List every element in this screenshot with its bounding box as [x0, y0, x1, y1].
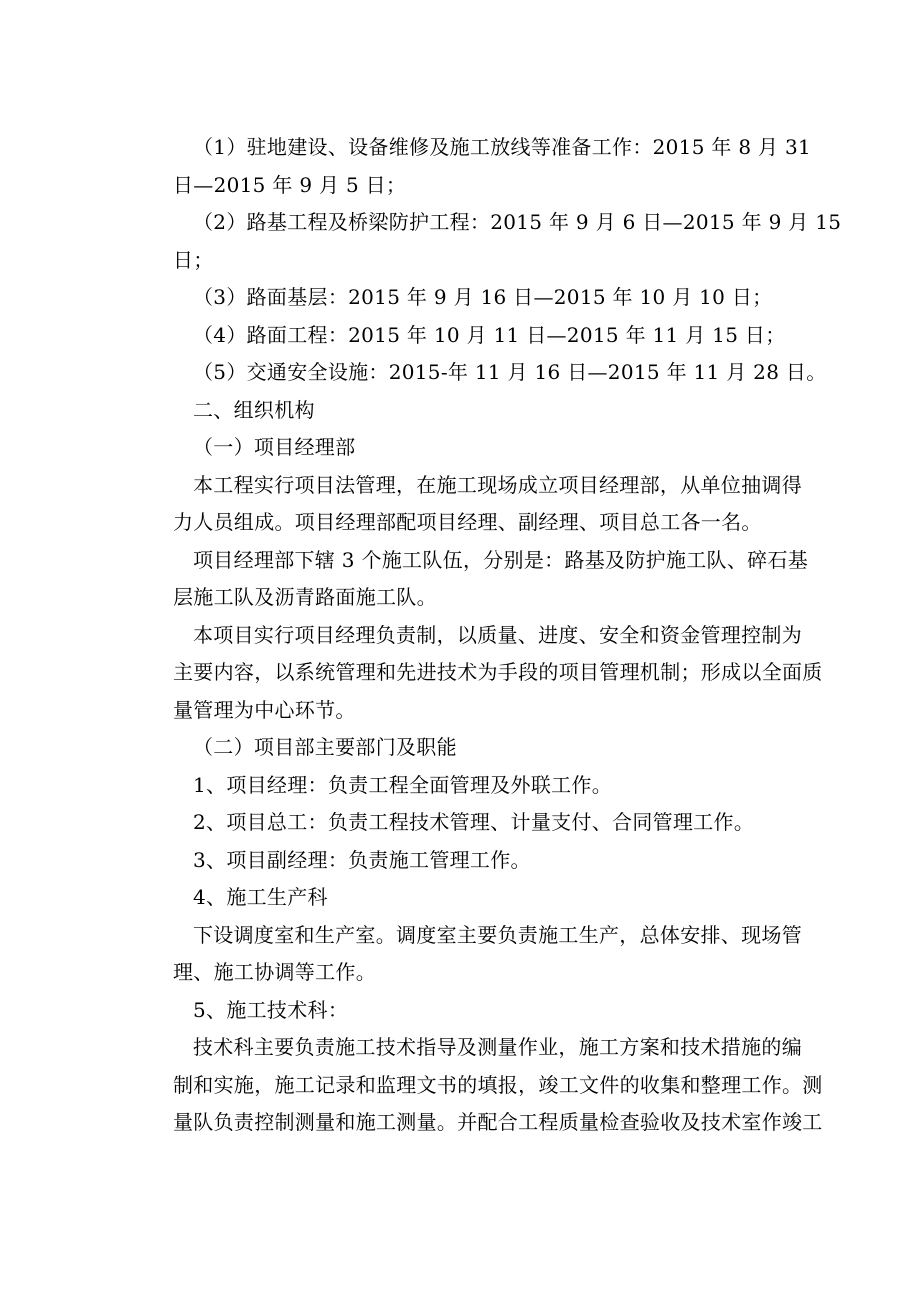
text-line: 下设调度室和生产室。调度室主要负责施工生产，总体安排、现场管 — [193, 922, 802, 947]
text-line: 日； — [173, 247, 214, 272]
subsection-heading-project-office — [173, 429, 823, 467]
text-line: （4）路面工程：2015 年 10 月 11 日—2015 年 11 月 15 日； — [193, 322, 786, 347]
text-line: 项目经理部下辖 3 个施工队伍，分别是：路基及防护施工队、碎石基 — [193, 547, 809, 572]
text-line: （5）交通安全设施：2015-年 11 月 16 日—2015 年 11 月 28 日。 — [193, 360, 827, 384]
text-line: 量管理为中心环节。 — [173, 697, 356, 722]
text-line: 力人员组成。项目经理部配项目经理、副经理、项目总工各一名。 — [173, 510, 762, 534]
list-item-technical-dept — [173, 992, 823, 1030]
paragraph-schedule-5 — [173, 354, 827, 392]
text-line: 理、施工协调等工作。 — [173, 960, 376, 984]
paragraph-responsibility — [173, 617, 823, 730]
text-line: 制和实施，施工记录和监理文书的填报，竣工文件的收集和整理工作。测 — [173, 1072, 823, 1097]
paragraph-teams — [173, 542, 823, 617]
text-line: （二）项目部主要部门及职能 — [193, 735, 457, 759]
text-line: 本工程实行项目法管理，在施工现场成立项目经理部，从单位抽调得 — [193, 472, 802, 497]
text-line: 1、项目经理：负责工程全面管理及外联工作。 — [193, 772, 613, 797]
text-line: 二、组织机构 — [193, 397, 315, 422]
text-line: 本项目实行项目经理负责制，以质量、进度、安全和资金管理控制为 — [193, 622, 802, 647]
paragraph-dispatch-room — [173, 917, 823, 992]
text-line: 5、施工技术科： — [193, 997, 349, 1022]
subsection-heading-departments — [173, 729, 823, 767]
paragraph-management — [173, 467, 823, 542]
list-item-production-dept — [173, 879, 823, 917]
text-line: 层施工队及沥青路面施工队。 — [173, 585, 437, 609]
text-line: （1）驻地建设、设备维修及施工放线等准备工作：2015 年 8 月 31 — [193, 135, 812, 159]
text-line: （一）项目经理部 — [193, 435, 356, 459]
text-line: 3、项目副经理：负责施工管理工作。 — [193, 847, 531, 872]
list-item-project-manager — [173, 767, 823, 805]
paragraph-schedule-4 — [173, 317, 823, 355]
list-item-chief-engineer — [173, 804, 823, 842]
text-line: 日—2015 年 9 月 5 日； — [173, 172, 407, 197]
text-line: 量队负责控制测量和施工测量。并配合工程质量检查验收及技术室作竣工 — [173, 1110, 823, 1134]
text-line: （3）路面基层：2015 年 9 月 16 日—2015 年 10 月 10 日； — [193, 285, 773, 309]
paragraph-schedule-1 — [173, 129, 823, 204]
document-body — [173, 129, 842, 1142]
section-heading-organization — [173, 392, 823, 430]
text-line: 4、施工生产科 — [193, 885, 328, 909]
text-line: （2）路基工程及桥梁防护工程：2015 年 9 月 6 日—2015 年 9 月 15 — [193, 210, 842, 234]
paragraph-schedule-3 — [173, 279, 823, 317]
text-line: 2、项目总工：负责工程技术管理、计量支付、合同管理工作。 — [193, 810, 755, 834]
paragraph-schedule-2 — [173, 204, 842, 279]
paragraph-technical-duties — [173, 1029, 823, 1142]
text-line: 技术科主要负责施工技术指导及测量作业，施工方案和技术措施的编 — [193, 1035, 802, 1059]
list-item-deputy-manager — [173, 842, 823, 880]
text-line: 主要内容，以系统管理和先进技术为手段的项目管理机制；形成以全面质 — [173, 660, 823, 684]
